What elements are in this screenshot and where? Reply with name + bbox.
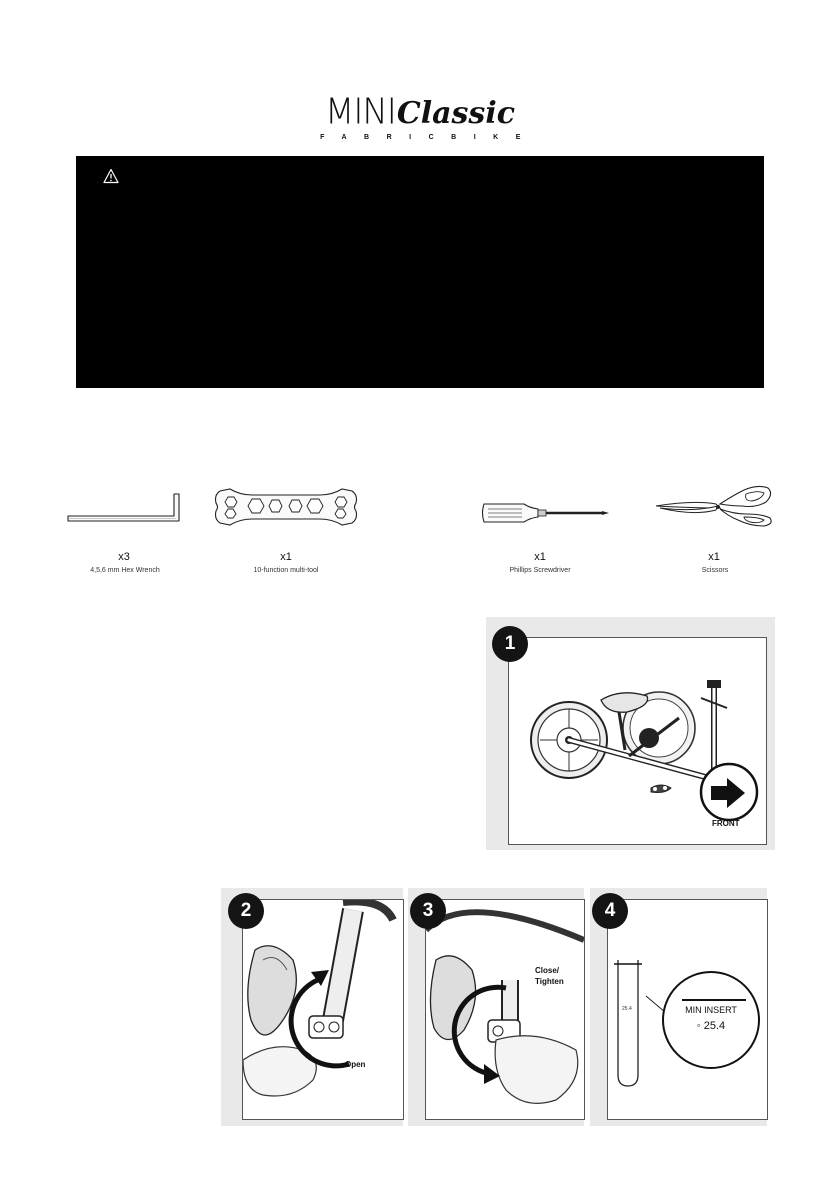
step-2-panel bbox=[242, 899, 404, 1120]
scissors-icon bbox=[654, 482, 776, 528]
step-4-panel bbox=[607, 899, 768, 1120]
logo-mini-text: MINI bbox=[325, 91, 396, 133]
hex-wrench-icon bbox=[66, 490, 182, 524]
step-4-zoom-value: ◦ 25.4 bbox=[696, 1020, 726, 1032]
step-3-caption-line1: Close/ bbox=[535, 966, 560, 975]
warning-block bbox=[76, 156, 764, 388]
step-1-caption: FRONT bbox=[712, 819, 740, 828]
tool-label-hex-wrench: 4,5,6 mm Hex Wrench bbox=[90, 567, 160, 574]
step-2-caption: Open bbox=[345, 1060, 366, 1069]
step-1-panel bbox=[508, 637, 767, 845]
open-clamp-illustration bbox=[243, 900, 403, 1119]
tool-label-multi-tool: 10-function multi-tool bbox=[253, 567, 319, 574]
tool-label-screwdriver: Phillips Screwdriver bbox=[509, 567, 571, 574]
logo-subtitle: FABRICBIKE bbox=[320, 134, 538, 141]
tool-label-scissors: Scissors bbox=[701, 567, 729, 574]
step-3-badge: 3 bbox=[410, 893, 446, 929]
multi-tool-icon bbox=[212, 485, 360, 529]
tool-qty-multi-tool: x1 bbox=[280, 551, 292, 563]
warning-triangle-icon bbox=[103, 168, 119, 184]
balance-bike-illustration bbox=[509, 638, 766, 844]
tool-qty-screwdriver: x1 bbox=[534, 551, 546, 563]
logo-classic-text: Classic bbox=[396, 96, 515, 131]
step-3-caption-line2: Tighten bbox=[535, 977, 564, 986]
step-2-badge: 2 bbox=[228, 893, 264, 929]
tool-qty-scissors: x1 bbox=[708, 551, 720, 563]
step-4-badge: 4 bbox=[592, 893, 628, 929]
screwdriver-icon bbox=[480, 500, 612, 526]
tool-qty-hex-wrench: x3 bbox=[118, 551, 130, 563]
step-1-badge: 1 bbox=[492, 626, 528, 662]
step-4-mark: 25.4 bbox=[622, 1006, 632, 1012]
close-clamp-illustration bbox=[426, 900, 584, 1119]
brand-logo bbox=[0, 92, 840, 141]
step-3-panel bbox=[425, 899, 585, 1120]
step-4-zoom-title: MIN INSERT bbox=[685, 1005, 737, 1015]
